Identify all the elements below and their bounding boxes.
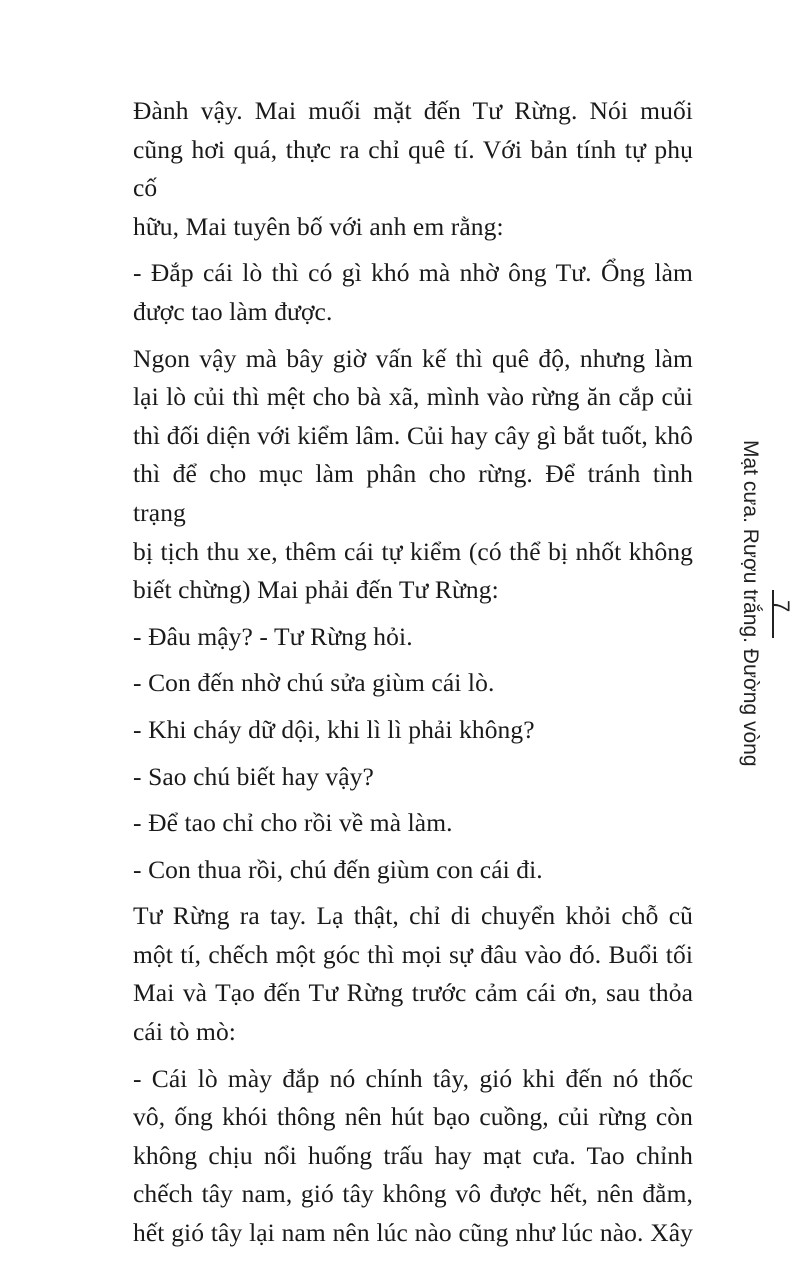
- dialogue-line: [133, 711, 693, 750]
- dialogue-line: [133, 618, 693, 657]
- text-line: thì đối diện với kiểm lâm. Củi hay cây gì bắt tuốt, khô: [133, 420, 693, 450]
- dialogue-line: [133, 664, 693, 703]
- page-number: 7: [769, 600, 794, 613]
- paragraph-2: [133, 254, 693, 331]
- text-line: biết chừng) Mai phải đến Tư Rừng:: [133, 575, 499, 605]
- paragraph-4: [133, 897, 693, 1051]
- paragraph-5: [133, 1060, 693, 1253]
- text-line: không chịu nổi huống trấu hay mạt cưa. Tao chỉnh: [133, 1140, 693, 1170]
- running-head-divider: [772, 590, 774, 638]
- text-line: Tư Rừng ra tay. Lạ thật, chỉ di chuyển khỏi chỗ cũ: [133, 901, 693, 931]
- text-line: lại lò củi thì mệt cho bà xã, mình vào rừng ăn cắp củi: [133, 382, 693, 412]
- dialogue-line: [133, 804, 693, 843]
- paragraph-3: [133, 340, 693, 610]
- paragraph-1: [133, 92, 693, 246]
- text-line: Mai và Tạo đến Tư Rừng trước cảm cái ơn, sau thỏa: [133, 978, 693, 1008]
- text-line: được tao làm được.: [133, 296, 333, 326]
- running-head-title: Mạt cưa. Rượu trắng. Đường vòng: [739, 440, 762, 767]
- text-line: - Khi cháy dữ dội, khi lì lì phải không?: [133, 714, 535, 744]
- text-line: - Sao chú biết hay vậy?: [133, 761, 374, 791]
- text-line: vô, ống khói thông nên hút bạo cuồng, củi rừng còn: [133, 1102, 693, 1132]
- text-line: chếch tây nam, gió tây không vô được hết, nên đằm,: [133, 1179, 693, 1209]
- text-line: cái tò mò:: [133, 1017, 236, 1047]
- text-line: - Cái lò mày đắp nó chính tây, gió khi đến nó thốc: [133, 1063, 693, 1093]
- text-line: Ngon vậy mà bây giờ vấn kế thì quê độ, nhưng làm: [133, 343, 693, 373]
- text-line: - Đâu mậy? - Tư Rừng hỏi.: [133, 621, 413, 651]
- text-line: Đành vậy. Mai muối mặt đến Tư Rừng. Nói muối: [133, 96, 693, 125]
- dialogue-line: [133, 851, 693, 890]
- text-line: bị tịch thu xe, thêm cái tự kiểm (có thể bị nhốt không: [133, 536, 693, 566]
- text-line: - Con đến nhờ chú sửa giùm cái lò.: [133, 668, 495, 698]
- text-line: hữu, Mai tuyên bố với anh em rằng:: [133, 211, 504, 241]
- text-line: cũng hơi quá, thực ra chỉ quê tí. Với bản tính tự phụ cố: [133, 134, 693, 203]
- text-line: - Con thua rồi, chú đến giùm con cái đi.: [133, 854, 543, 884]
- dialogue-line: [133, 758, 693, 797]
- body-text: [133, 92, 693, 1261]
- text-line: hết gió tây lại nam nên lúc nào cũng như lúc nào. Xây: [133, 1218, 693, 1248]
- text-line: - Đắp cái lò thì có gì khó mà nhờ ông Tư. Ổng làm: [133, 258, 693, 288]
- text-line: - Để tao chỉ cho rồi về mà làm.: [133, 808, 453, 838]
- text-line: thì để cho mục làm phân cho rừng. Để tránh tình trạng: [133, 459, 693, 527]
- text-line: một tí, chếch một góc thì mọi sự đâu vào đó. Buổi tối: [133, 939, 693, 969]
